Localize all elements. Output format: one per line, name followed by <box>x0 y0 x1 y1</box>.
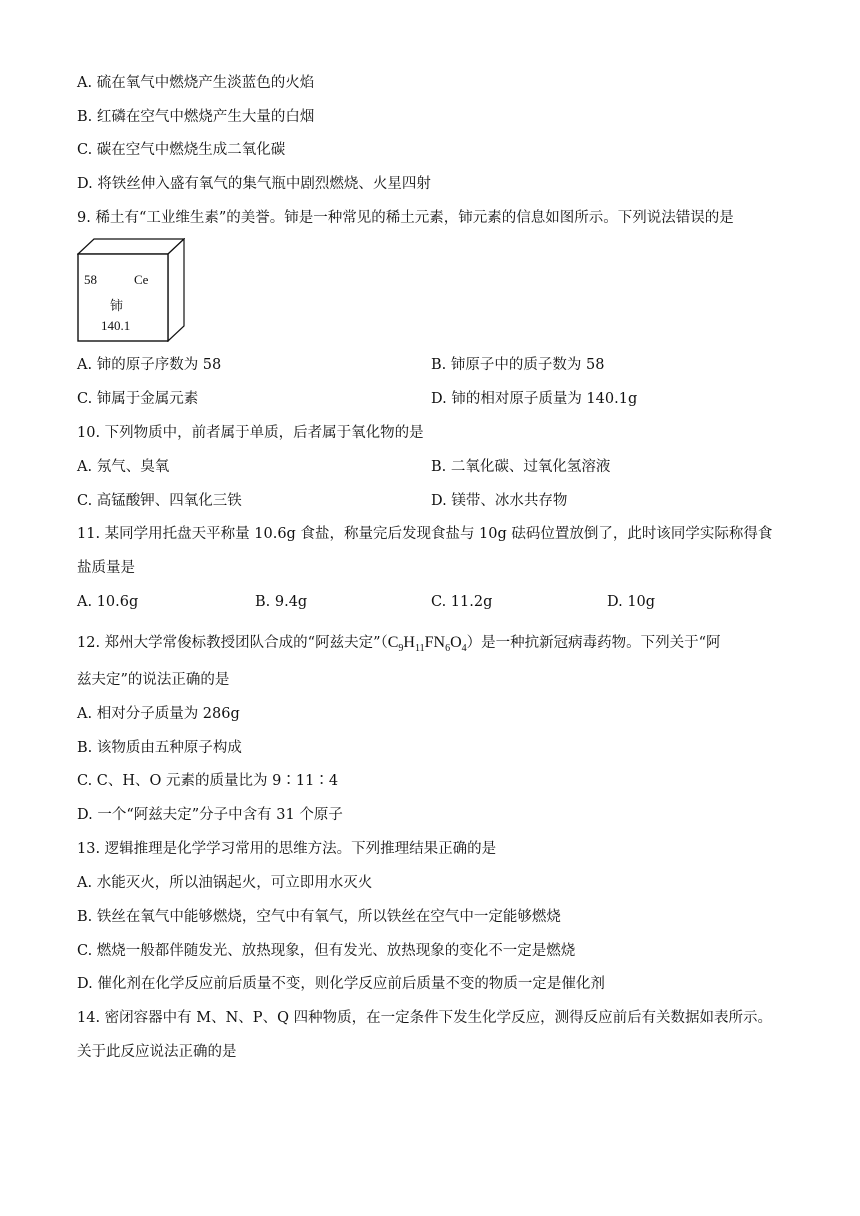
element-card <box>77 238 185 342</box>
q9-stem: 9. 稀土有“工业维生素”的美誉。铈是一种常见的稀土元素，铈元素的信息如图所示。下列说法错误的是 <box>77 210 734 226</box>
q13-option-b: B. 铁丝在氧气中能够燃烧，空气中有氧气，所以铁丝在空气中一定能够燃烧 <box>77 909 561 925</box>
q8-option-c: C. 碳在空气中燃烧生成二氧化碳 <box>77 142 286 158</box>
q12-stem-after: ）是一种抗新冠病毒药物。下列关于“阿 <box>466 635 721 651</box>
q8-option-d: D. 将铁丝伸入盛有氧气的集气瓶中剧烈燃烧、火星四射 <box>77 176 431 192</box>
q10-option-c: C. 高锰酸钾、四氧化三铁 <box>77 493 242 509</box>
q9-option-a: A. 铈的原子序数为 58 <box>77 357 222 373</box>
q13-option-d: D. 催化剂在化学反应前后质量不变，则化学反应前后质量不变的物质一定是催化剂 <box>77 976 605 992</box>
q9-option-b: B. 铈原子中的质子数为 58 <box>431 357 605 373</box>
q13-option-c: C. 燃烧一般都伴随发光、放热现象，但有发光、放热现象的变化不一定是燃烧 <box>77 943 576 959</box>
q14-stem-line2: 关于此反应说法正确的是 <box>77 1044 237 1060</box>
q12-option-c: C. C、H、O 元素的质量比为 9∶11∶4 <box>77 773 339 789</box>
q10-option-b: B. 二氧化碳、过氧化氢溶液 <box>431 459 611 475</box>
q10-option-a: A. 氖气、臭氧 <box>77 459 170 475</box>
q11-option-d: D. 10g <box>607 594 656 610</box>
element-mass: 140.1 <box>101 318 131 333</box>
element-name: 铈 <box>110 298 124 313</box>
q13-stem: 13. 逻辑推理是化学学习常用的思维方法。下列推理结果正确的是 <box>77 841 497 857</box>
q11-stem-line2: 盐质量是 <box>77 560 135 576</box>
q10-option-d: D. 镁带、冰水共存物 <box>431 493 568 509</box>
q12-option-d: D. 一个“阿兹夫定”分子中含有 31 个原子 <box>77 807 343 823</box>
q8-option-b: B. 红磷在空气中燃烧产生大量的白烟 <box>77 109 315 125</box>
q12-option-b: B. 该物质由五种原子构成 <box>77 740 242 756</box>
q9-option-d: D. 铈的相对原子质量为 140.1g <box>431 391 638 407</box>
q12-option-a: A. 相对分子质量为 286g <box>77 706 240 722</box>
q11-option-b: B. 9.4g <box>255 594 308 610</box>
element-atomic-number: 58 <box>84 272 97 287</box>
q11-stem-line1: 11. 某同学用托盘天平称量 10.6g 食盐，称量完后发现食盐与 10g 砝码位置放倒了，此时该同学实际称得食 <box>77 526 773 542</box>
q12-stem-line2: 兹夫定”的说法正确的是 <box>77 672 230 688</box>
q12-stem-before: 12. 郑州大学常俊标教授团队合成的“阿兹夫定”（ <box>77 635 388 651</box>
q10-stem: 10. 下列物质中，前者属于单质，后者属于氧化物的是 <box>77 425 424 441</box>
q12-stem-line1 <box>77 633 721 655</box>
element-card-frame <box>77 238 185 342</box>
element-symbol: Ce <box>134 272 149 287</box>
q11-option-a: A. 10.6g <box>77 594 139 610</box>
q8-option-a: A. 硫在氧气中燃烧产生淡蓝色的火焰 <box>77 75 315 91</box>
q14-stem-line1: 14. 密闭容器中有 M、N、P、Q 四种物质，在一定条件下发生化学反应，测得反应前后有关数据如表所示。 <box>77 1010 773 1026</box>
q13-option-a: A. 水能灭火，所以油锅起火，可立即用水灭火 <box>77 875 373 891</box>
chemical-formula: $C_9H_{11}FN_6O_4$ <box>387 634 467 654</box>
q9-option-c: C. 铈属于金属元素 <box>77 391 199 407</box>
q11-option-c: C. 11.2g <box>431 594 493 610</box>
